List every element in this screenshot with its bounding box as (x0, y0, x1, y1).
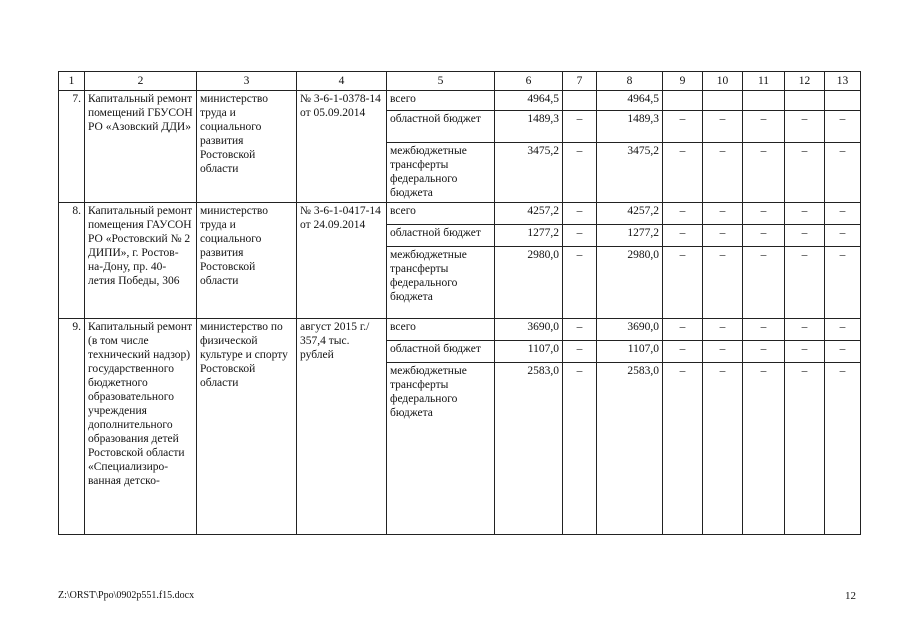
value-col8: 2583,0 (597, 363, 663, 535)
value-col10: – (703, 225, 743, 247)
value-col11 (743, 91, 785, 111)
value-col8: 1489,3 (597, 111, 663, 143)
object-name: Капитальный ремонт помещения ГАУСОН РО «Ростовский № 2 ДИПИ», г. Ростов-на-Дону, пр. 40-летия Победы, 306 (85, 203, 197, 319)
value-col13: – (825, 341, 861, 363)
value-col6: 2980,0 (495, 247, 563, 319)
table-row (59, 91, 861, 111)
value-col6: 3690,0 (495, 319, 563, 341)
ministry-name: министерство труда и социального развития Ростовской области (197, 91, 297, 203)
value-col10: – (703, 143, 743, 203)
value-col6: 3475,2 (495, 143, 563, 203)
ministry-name: министерство труда и социального развития Ростовской области (197, 203, 297, 319)
value-col10: – (703, 247, 743, 319)
value-col9: – (663, 341, 703, 363)
funding-source: областной бюджет (387, 341, 495, 363)
value-col10: – (703, 319, 743, 341)
funding-source: всего (387, 91, 495, 111)
budget-table (58, 71, 861, 535)
header-cell: 11 (743, 72, 785, 91)
value-col8: 3475,2 (597, 143, 663, 203)
value-col10: – (703, 341, 743, 363)
row-number: 8. (59, 203, 85, 319)
value-col9 (663, 91, 703, 111)
table-row (59, 203, 861, 225)
value-col12: – (785, 111, 825, 143)
header-cell: 4 (297, 72, 387, 91)
header-cell: 8 (597, 72, 663, 91)
funding-source: всего (387, 203, 495, 225)
value-col12: – (785, 143, 825, 203)
value-col11: – (743, 111, 785, 143)
value-col8: 1277,2 (597, 225, 663, 247)
value-col12: – (785, 363, 825, 535)
row-number: 9. (59, 319, 85, 535)
value-col11: – (743, 203, 785, 225)
table-row (59, 319, 861, 341)
value-col8: 2980,0 (597, 247, 663, 319)
value-col12: – (785, 247, 825, 319)
value-col8: 4257,2 (597, 203, 663, 225)
value-col7: – (563, 225, 597, 247)
value-col11: – (743, 319, 785, 341)
value-col7: – (563, 319, 597, 341)
value-col13: – (825, 111, 861, 143)
funding-source: областной бюджет (387, 111, 495, 143)
value-col12: – (785, 341, 825, 363)
value-col9: – (663, 111, 703, 143)
value-col9: – (663, 363, 703, 535)
value-col7: – (563, 247, 597, 319)
value-col10: – (703, 111, 743, 143)
document-ref: № 3-6-1-0417-14 от 24.09.2014 (297, 203, 387, 319)
value-col13: – (825, 319, 861, 341)
header-cell: 1 (59, 72, 85, 91)
value-col13: – (825, 225, 861, 247)
row-number: 7. (59, 91, 85, 203)
header-cell: 9 (663, 72, 703, 91)
header-cell: 2 (85, 72, 197, 91)
value-col8: 3690,0 (597, 319, 663, 341)
funding-source: межбюджетные трансферты федерального бюджета (387, 143, 495, 203)
header-cell: 12 (785, 72, 825, 91)
value-col7: – (563, 143, 597, 203)
table-body (59, 72, 861, 535)
funding-source: межбюджетные трансферты федерального бюджета (387, 363, 495, 535)
value-col12 (785, 91, 825, 111)
value-col10 (703, 91, 743, 111)
value-col12: – (785, 203, 825, 225)
value-col12: – (785, 225, 825, 247)
footer-file-path: Z:\ORST\Ppo\0902p551.f15.docx (58, 590, 195, 601)
value-col7: – (563, 341, 597, 363)
value-col6: 2583,0 (495, 363, 563, 535)
value-col8: 1107,0 (597, 341, 663, 363)
value-col6: 1277,2 (495, 225, 563, 247)
value-col13: – (825, 203, 861, 225)
value-col11: – (743, 363, 785, 535)
value-col11: – (743, 247, 785, 319)
value-col7: – (563, 363, 597, 535)
value-col10: – (703, 363, 743, 535)
header-cell: 13 (825, 72, 861, 91)
value-col9: – (663, 319, 703, 341)
header-row (59, 72, 861, 91)
value-col11: – (743, 225, 785, 247)
funding-source: областной бюджет (387, 225, 495, 247)
value-col6: 4257,2 (495, 203, 563, 225)
value-col11: – (743, 143, 785, 203)
header-cell: 6 (495, 72, 563, 91)
value-col6: 1489,3 (495, 111, 563, 143)
header-cell: 10 (703, 72, 743, 91)
value-col7 (563, 91, 597, 111)
value-col6: 1107,0 (495, 341, 563, 363)
value-col7: – (563, 203, 597, 225)
value-col13: – (825, 247, 861, 319)
value-col9: – (663, 143, 703, 203)
ministry-name: министерство по физической культуре и спорту Ростовской области (197, 319, 297, 535)
value-col11: – (743, 341, 785, 363)
object-name: Капитальный ремонт помещений ГБУСОН РО «Азовский ДДИ» (85, 91, 197, 203)
object-name: Капитальный ремонт (в том числе технический надзор) государственного бюджетного образовательного учреждения дополнительного образования детей Ростовской области «Специализиро-ванная детско- (85, 319, 197, 535)
value-col10: – (703, 203, 743, 225)
value-col8: 4964,5 (597, 91, 663, 111)
value-col13 (825, 91, 861, 111)
value-col9: – (663, 225, 703, 247)
value-col9: – (663, 247, 703, 319)
value-col6: 4964,5 (495, 91, 563, 111)
value-col13: – (825, 363, 861, 535)
value-col9: – (663, 203, 703, 225)
funding-source: всего (387, 319, 495, 341)
footer-page-number: 12 (845, 590, 856, 602)
value-col7: – (563, 111, 597, 143)
header-cell: 3 (197, 72, 297, 91)
funding-source: межбюджетные трансферты федерального бюджета (387, 247, 495, 319)
header-cell: 7 (563, 72, 597, 91)
document-ref: август 2015 г./ 357,4 тыс. рублей (297, 319, 387, 535)
value-col13: – (825, 143, 861, 203)
value-col12: – (785, 319, 825, 341)
header-cell: 5 (387, 72, 495, 91)
document-ref: № 3-6-1-0378-14 от 05.09.2014 (297, 91, 387, 203)
